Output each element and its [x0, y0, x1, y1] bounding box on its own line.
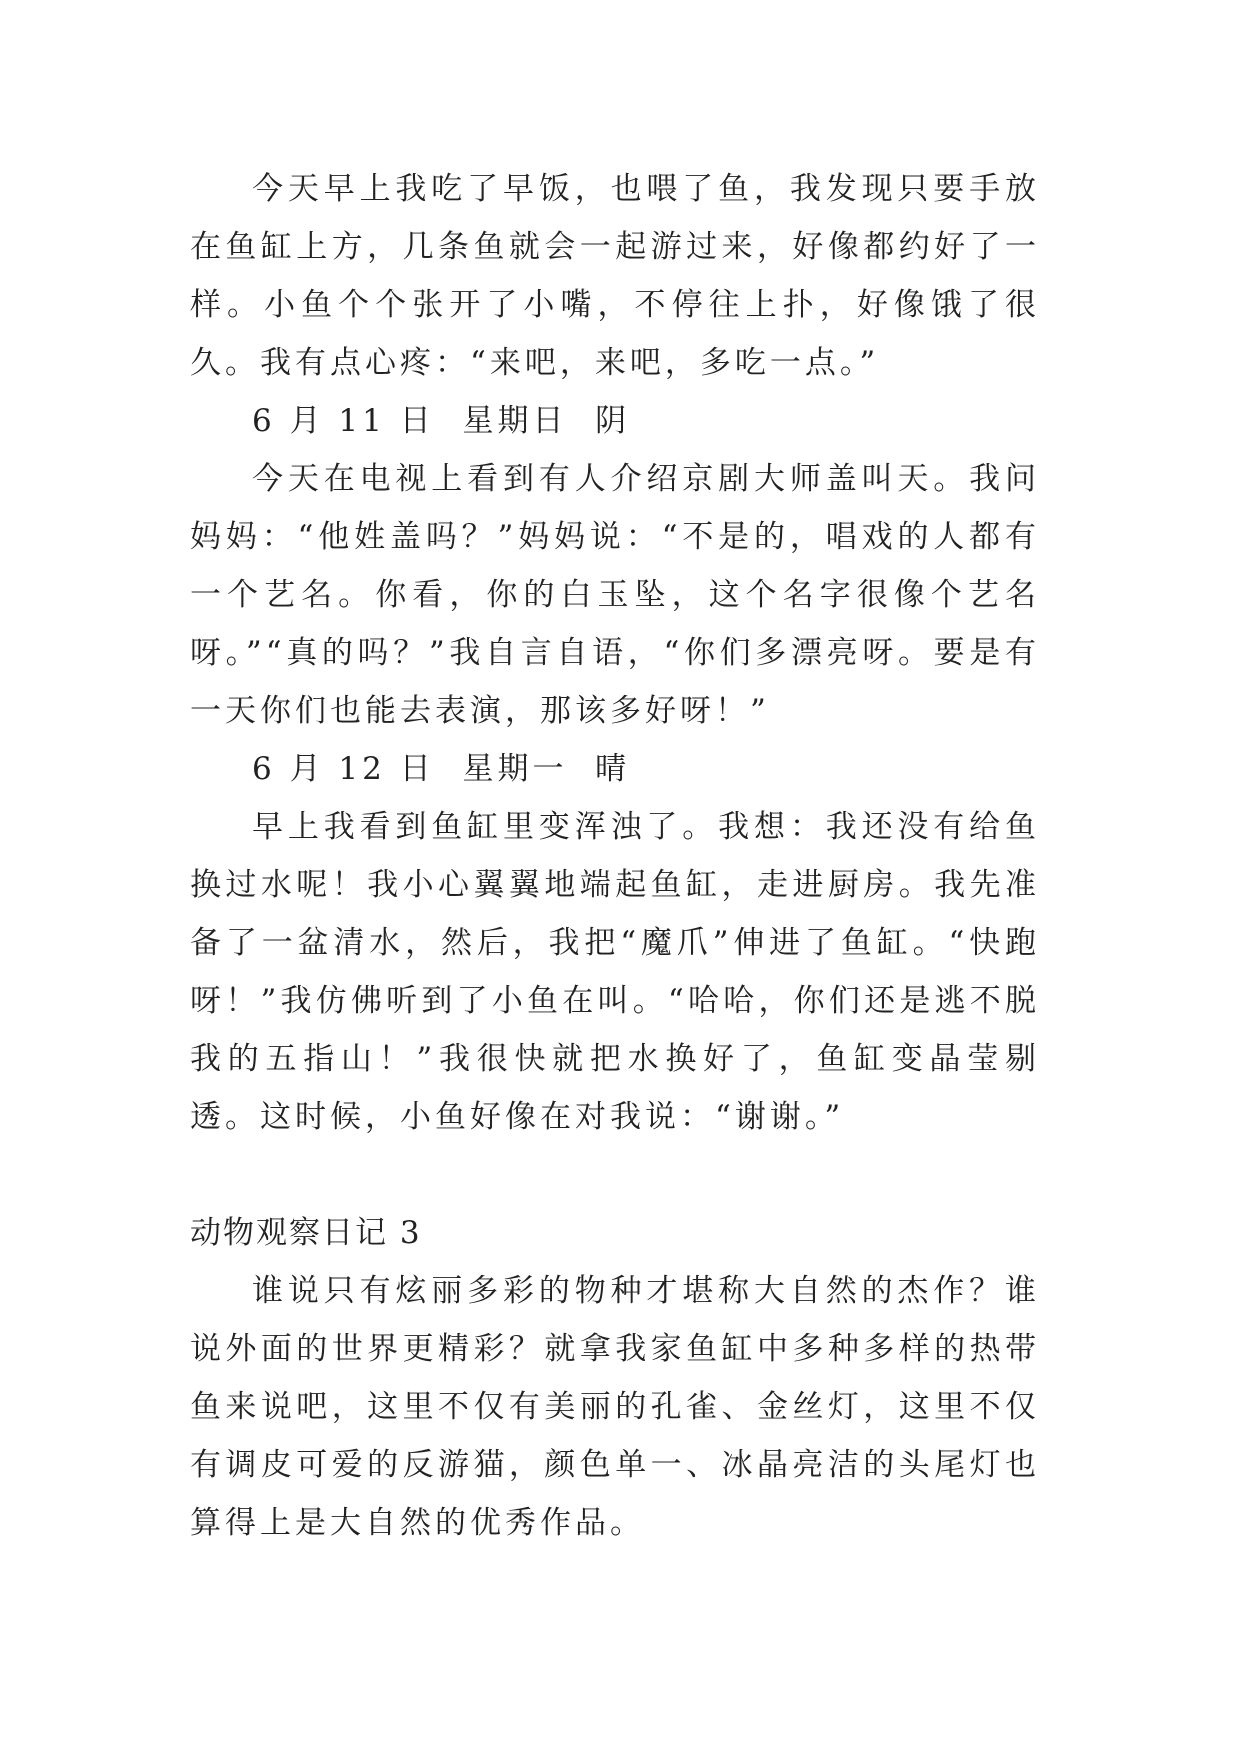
- diary-paragraph-tropical-fish: 谁说只有炫丽多彩的物种才堪称大自然的杰作？谁说外面的世界更精彩？就拿我家鱼缸中多种多样的热带鱼来说吧，这里不仅有美丽的孔雀、金丝灯，这里不仅有调皮可爱的反游猫，颜色单一、冰晶亮洁的头尾灯也算得上是大自然的优秀作品。: [190, 1273, 1040, 1541]
- diary-date-june-11: 6 月 11 日 星期日 阴: [252, 403, 631, 439]
- diary-date-june-12: 6 月 12 日 星期一 晴: [252, 751, 631, 787]
- document-body: [190, 160, 1040, 1552]
- diary-paragraph-water-change: 早上我看到鱼缸里变浑浊了。我想：我还没有给鱼换过水呢！我小心翼翼地端起鱼缸，走进厨房。我先准备了一盆清水，然后，我把“魔爪”伸进了鱼缸。“快跑呀！”我仿佛听到了小鱼在叫。“哈哈，你们还是逃不脱我的五指山！”我很快就把水换好了，鱼缸变晶莹剔透。这时候，小鱼好像在对我说：“谢谢。”: [190, 809, 1040, 1135]
- diary-paragraph-feeding: 今天早上我吃了早饭，也喂了鱼，我发现只要手放在鱼缸上方，几条鱼就会一起游过来，好像都约好了一样。小鱼个个张开了小嘴，不停往上扑，好像饿了很久。我有点心疼：“来吧，来吧，多吃一点。”: [190, 171, 1040, 381]
- diary-paragraph-stage-name: 今天在电视上看到有人介绍京剧大师盖叫天。我问妈妈：“他姓盖吗？”妈妈说：“不是的，唱戏的人都有一个艺名。你看，你的白玉坠，这个名字很像个艺名呀。”“真的吗？”我自言自语，“你们多漂亮呀。要是有一天你们也能去表演，那该多好呀！”: [190, 461, 1040, 729]
- section-title: 动物观察日记 3: [190, 1215, 422, 1251]
